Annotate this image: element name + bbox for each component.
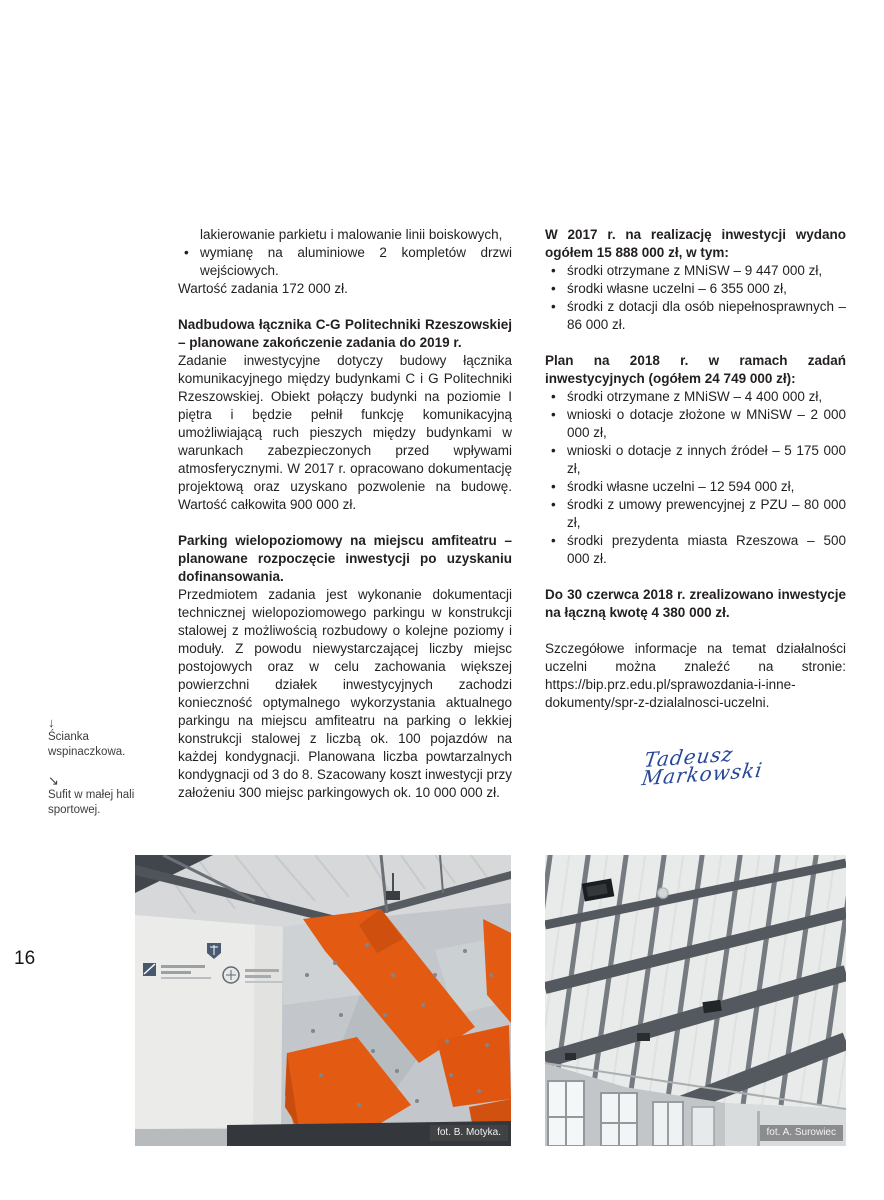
summary-june-2018: Do 30 czerwca 2018 r. zrealizowano inwestycje na łączną kwotę 4 380 000 zł. [545,587,846,620]
spending-2017-list [545,262,846,334]
page-number: 16 [14,948,36,969]
climbing-wall-photo [135,855,511,1146]
photo-credit-surowiec: fot. A. Surowiec [760,1125,843,1141]
caption-text: Sufit w małej hali sportowej. [48,789,135,816]
right-text-column [545,226,846,791]
climbing-wall-illustration [135,855,511,1146]
caption-text: Ścianka wspinaczkowa. [48,731,126,758]
rector-signature [545,741,846,791]
list-continuation-text: lakierowanie parkietu i malowanie linii boiskowych, [200,227,503,242]
signature-handwriting: Tadeusz Markowski [640,741,765,791]
list-item: • środki z umowy prewencyjnej z PZU – 80 000 zł, [545,496,846,532]
list-item: • wymianę na aluminiowe 2 kompletów drzwi wejściowych. [178,244,512,280]
ceiling-illustration [545,855,846,1146]
sports-hall-ceiling-photo [545,855,846,1146]
down-arrow-icon: ↓ [48,715,55,730]
more-info-paragraph: Szczegółowe informacje na temat działalności uczelni można znaleźć na stronie: https://bip.prz.edu.pl/sprawozdania-i-inne-dokumenty/spr-z-dzialalnosci-uczelni. [545,641,846,710]
list-item: • środki z dotacji dla osób niepełnosprawnych – 86 000 zł. [545,298,846,334]
list-item: • wnioski o dotacje złożone w MNiSW – 2 000 000 zł, [545,406,846,442]
plan-2018-list [545,388,846,568]
task-value-line: Wartość zadania 172 000 zł. [178,281,348,296]
caption-sports-hall-ceiling [48,774,164,818]
section-body-nadbudowa: Zadanie inwestycyjne dotyczy budowy łącznika komunikacyjnego między budynkami C i G Politechniki Rzeszowskiej. Obiekt połączy budynki na poziomie I piętra i będzie pełnił funkcję komunikacyjną umożliwiającą ruch pieszych między budynkami w warunkach zabezpieczonych przed wpływami atmosferycznymi. W 2017 r. opracowano dokumentację projektową oraz uzyskano pozwolenie na budowę. Wartość całkowita 900 000 zł. [178,353,512,512]
entrance-doors-bullet-list [178,244,512,280]
list-item: • środki otrzymane z MNiSW – 4 400 000 zł, [545,388,846,406]
list-item: • środki własne uczelni – 6 355 000 zł, [545,280,846,298]
heading-spending-2017: W 2017 r. na realizację inwestycji wydano ogółem 15 888 000 zł, w tym: [545,227,846,260]
left-text-column [178,226,512,802]
caption-climbing-wall [48,716,164,760]
list-item: • wnioski o dotacje z innych źródeł – 5 175 000 zł, [545,442,846,478]
photo-credit-motyka: fot. B. Motyka. [430,1125,508,1141]
down-right-arrow-icon: ↘ [48,773,59,788]
margin-photo-captions [48,716,164,818]
section-heading-parking: Parking wielopoziomowy na miejscu amfiteatru – planowane rozpoczęcie inwestycji po uzyskaniu dofinansowania. [178,533,512,584]
list-item: • środki prezydenta miasta Rzeszowa – 500 000 zł. [545,532,846,568]
section-body-parking: Przedmiotem zadania jest wykonanie dokumentacji technicznej wielopoziomowego parkingu w konstrukcji stalowej z możliwością rozbudowy o kolejne poziomy i moduły. Z powodu niewystarczającej liczby miejsc postojowych oraz w celu zachowania większej powierzchni działek inwestycyjnych zachodzi konieczność optymalnego wykorzystania aktualnego parkingu na miejscu amfiteatru na parking o lekkiej konstrukcji stalowej z liczbą ok. 100 pojazdów na każdej kondygnacji. Planowana liczba powtarzalnych kondygnacji od 3 do 8. Szacowany koszt inwestycji przy założeniu 300 miejsc parkingowych ok. 10 000 000 zł. [178,587,512,800]
section-heading-nadbudowa: Nadbudowa łącznika C-G Politechniki Rzeszowskiej – planowane zakończenie zadania do 2019 r. [178,317,512,350]
list-item: • środki otrzymane z MNiSW – 9 447 000 zł, [545,262,846,280]
list-item: • środki własne uczelni – 12 594 000 zł, [545,478,846,496]
heading-plan-2018: Plan na 2018 r. w ramach zadań inwestycyjnych (ogółem 24 749 000 zł): [545,353,846,386]
